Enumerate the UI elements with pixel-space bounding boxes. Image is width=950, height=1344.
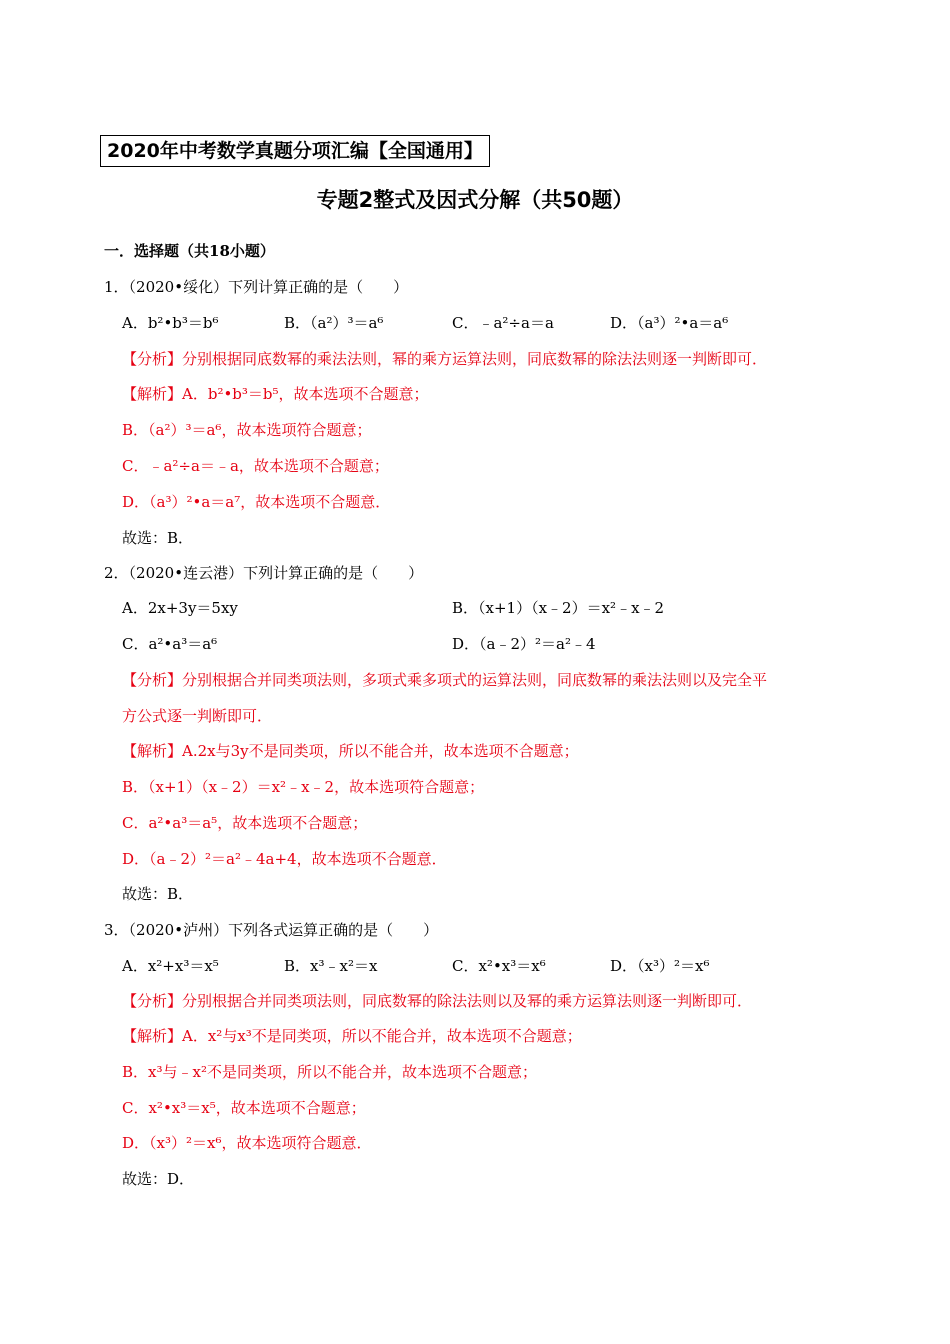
- q3-answer: [122, 1168, 194, 1190]
- section-heading: 一．选择题（共18小题）: [104, 242, 275, 260]
- q2-answer-value: B．: [167, 885, 194, 903]
- solution-tag: 【解析】: [122, 742, 183, 760]
- q2-option-c: C．a²•a³＝a⁶: [122, 635, 218, 653]
- q3-analysis: [122, 990, 752, 1012]
- q2-solution-line-1: A.2x与3y不是同类项，所以不能合并，故本选项不合题意；: [182, 742, 579, 760]
- q1-solution: [122, 383, 429, 405]
- q1-option-b: B．（a²）³＝a⁶: [284, 314, 384, 332]
- q2-solution-line-4: D．（a﹣2）²＝a²﹣4a+4，故本选项不合题意．: [122, 850, 447, 868]
- q3-solution-line-2: B．x³与﹣x²不是同类项，所以不能合并，故本选项不合题意；: [122, 1063, 537, 1081]
- q2-solution-line-2: B．（x+1）（x﹣2）＝x²﹣x﹣2，故本选项符合题意；: [122, 778, 485, 796]
- q2-analysis-text-1: 分别根据合并同类项法则，多项式乘多项式的运算法则，同底数幂的乘法法则以及完全平: [182, 671, 768, 689]
- topic-title: 专题2整式及因式分解（共50题）: [316, 188, 634, 212]
- q1-solution-line-2: B．（a²）³＝a⁶，故本选项符合题意；: [122, 421, 372, 439]
- q1-analysis-text: 分别根据同底数幂的乘法法则，幂的乘方运算法则，同底数幂的除法法则逐一判断即可．: [182, 350, 768, 368]
- q1-answer: [122, 527, 193, 549]
- solution-tag: 【解析】: [122, 385, 183, 403]
- q1-answer-value: B．: [167, 529, 194, 547]
- q3-option-c: C．x²•x³＝x⁶: [452, 957, 546, 975]
- q3-analysis-text: 分别根据合并同类项法则，同底数幂的除法法则以及幂的乘方运算法则逐一判断即可．: [182, 992, 753, 1010]
- choose-label: 故选：: [122, 1170, 168, 1188]
- choose-label: 故选：: [122, 529, 168, 547]
- q1-option-a: A．b²•b³＝b⁶: [122, 314, 219, 332]
- analysis-tag: 【分析】: [122, 992, 183, 1010]
- q3-answer-value: D．: [167, 1170, 195, 1188]
- q1-option-d: D．（a³）²•a＝a⁶: [610, 314, 729, 332]
- question-1-stem: 1．（2020•绥化）下列计算正确的是（ ）: [104, 278, 409, 296]
- q1-solution-line-4: D．（a³）²•a＝a⁷，故本选项不合题意．: [122, 493, 391, 511]
- q1-option-c: C．﹣a²÷a＝a: [452, 314, 554, 332]
- analysis-tag: 【分析】: [122, 671, 183, 689]
- source-title: 2020年中考数学真题分项汇编【全国通用】: [100, 135, 490, 167]
- q3-solution-line-4: D．（x³）²＝x⁶，故本选项符合题意．: [122, 1134, 372, 1152]
- q1-solution-line-1: A．b²•b³＝b⁵，故本选项不合题意；: [182, 385, 429, 403]
- q3-option-b: B．x³﹣x²＝x: [284, 957, 378, 975]
- q2-analysis: [122, 669, 767, 691]
- choose-label: 故选：: [122, 885, 168, 903]
- q2-option-b: B．（x+1）（x﹣2）＝x²﹣x﹣2: [452, 599, 665, 617]
- question-2-stem: 2．（2020•连云港）下列计算正确的是（ ）: [104, 564, 424, 582]
- q3-option-d: D．（x³）²＝x⁶: [610, 957, 710, 975]
- q1-solution-line-3: C．﹣a²÷a＝﹣a，故本选项不合题意；: [122, 457, 389, 475]
- q2-solution-line-3: C．a²•a³＝a⁵，故本选项不合题意；: [122, 814, 368, 832]
- q3-solution: [122, 1025, 582, 1047]
- solution-tag: 【解析】: [122, 1027, 183, 1045]
- q2-solution: [122, 740, 579, 762]
- q2-analysis-text-2: 方公式逐一判断即可．: [122, 707, 273, 725]
- q3-option-a: A．x²+x³＝x⁵: [122, 957, 219, 975]
- q2-option-a: A．2x+3y＝5xy: [122, 599, 238, 617]
- q3-solution-line-3: C．x²•x³＝x⁵，故本选项不合题意；: [122, 1099, 366, 1117]
- q2-option-d: D．（a﹣2）²＝a²﹣4: [452, 635, 596, 653]
- analysis-tag: 【分析】: [122, 350, 183, 368]
- question-3-stem: 3．（2020•泸州）下列各式运算正确的是（ ）: [104, 921, 439, 939]
- q2-answer: [122, 883, 193, 905]
- q3-solution-line-1: A．x²与x³不是同类项，所以不能合并，故本选项不合题意；: [182, 1027, 582, 1045]
- q1-analysis: [122, 348, 767, 370]
